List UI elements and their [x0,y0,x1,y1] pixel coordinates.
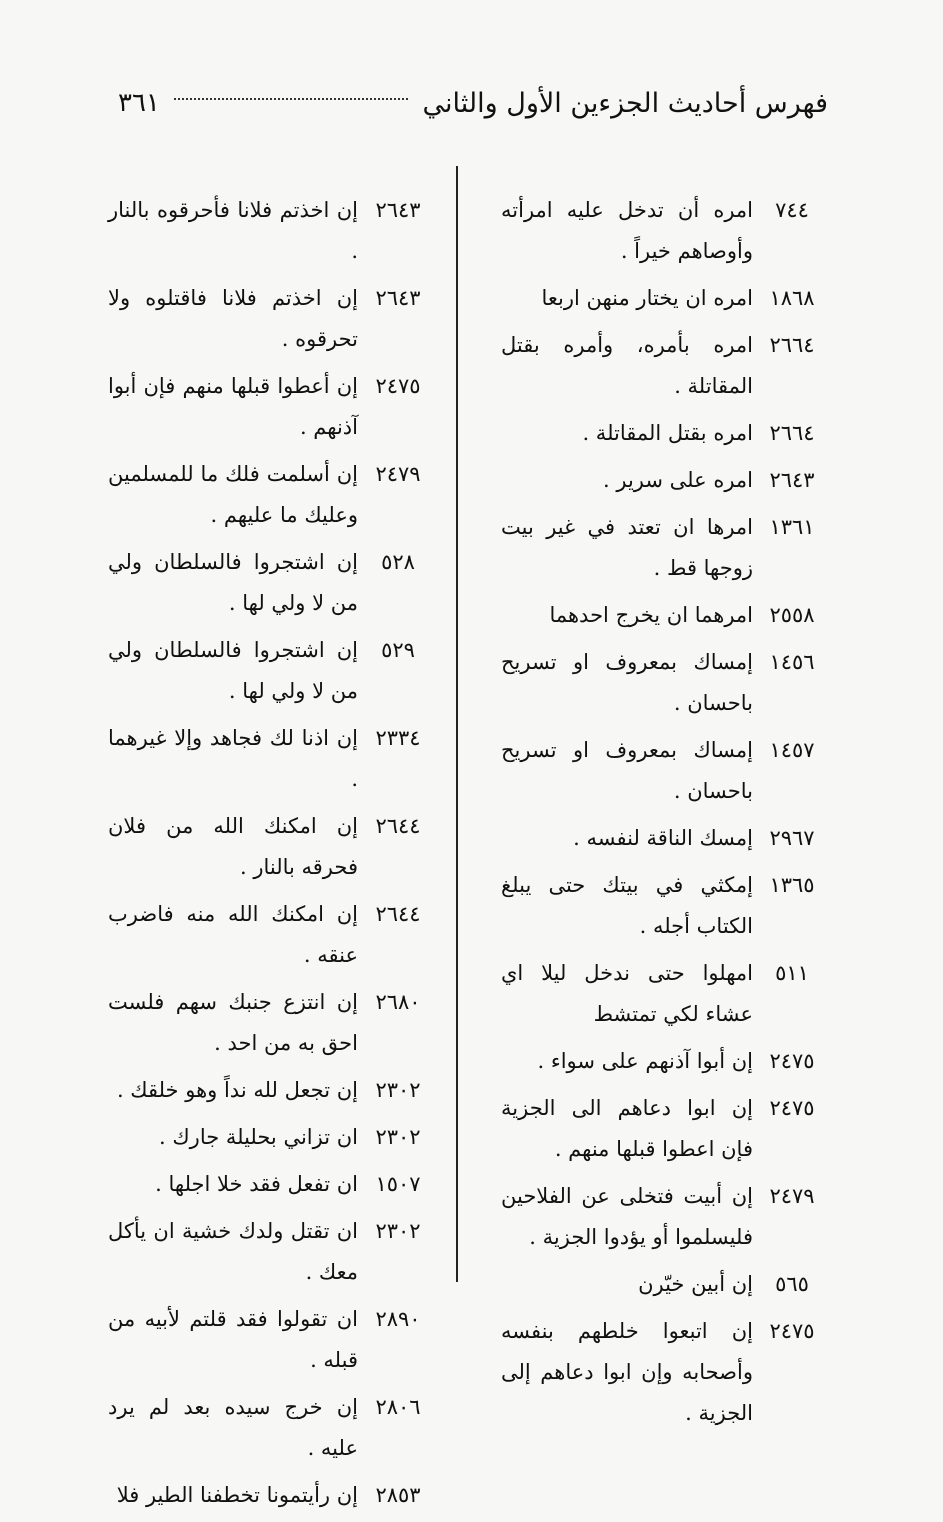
hadith-number: ١٤٥٦ [769,650,815,674]
index-entry [108,1475,438,1516]
index-entry [108,366,438,448]
hadith-text: إن امكنك الله منه فاضرب عنقه . [108,902,358,967]
hadith-number: ٢٣٠٢ [375,1078,421,1102]
right-column [501,190,831,1440]
index-entry [108,894,438,976]
hadith-text: إن امكنك الله من فلان فحرقه بالنار . [108,814,358,879]
hadith-text: إن أعطوا قبلها منهم فإن أبوا آذنهم . [108,374,358,439]
index-entry [501,278,831,319]
hadith-text: إن رأيتمونا تخطفنا الطير فلا [116,1483,358,1507]
page-number: ٣٦١ [118,88,160,118]
hadith-text: امره ان يختار منهن اربعا [541,286,753,310]
index-entry [501,507,831,589]
index-entry [501,190,831,272]
hadith-text: ان تقولوا فقد قلتم لأبيه من قبله . [108,1307,358,1372]
hadith-number: ٢٤٧٥ [375,374,421,398]
hadith-number: ٢٥٥٨ [769,603,815,627]
hadith-text: امره على سرير . [603,468,753,492]
index-entry [108,454,438,536]
hadith-text: إن أبيت فتخلى عن الفلاحين فليسلموا أو يؤدوا الجزية . [501,1184,753,1249]
hadith-number: ٢٤٧٩ [769,1184,815,1208]
index-entry [108,1299,438,1381]
hadith-number: ٢٤٧٥ [769,1319,815,1343]
hadith-number: ١٣٦٥ [769,873,815,897]
hadith-text: إن تجعل لله نداً وهو خلقك . [116,1078,358,1102]
running-title: فهرس أحاديث الجزءين الأول والثاني [422,87,828,119]
index-entry [108,630,438,712]
hadith-number: ٢٦٨٠ [375,990,421,1014]
index-entry [108,1387,438,1469]
hadith-text: إن أبوا آذنهم على سواء . [537,1049,753,1073]
hadith-number: ٢٦٤٣ [769,468,815,492]
left-column [108,190,438,1522]
index-entry [501,642,831,724]
index-entry [108,982,438,1064]
index-entry [501,325,831,407]
hadith-number: ٢٦٤٤ [375,902,421,926]
hadith-text: امره بأمره، وأمره بقتل المقاتلة . [501,333,753,398]
index-entry [501,1041,831,1082]
hadith-text: إمساك بمعروف او تسريح باحسان . [501,738,753,803]
hadith-text: ان تفعل فقد خلا اجلها . [155,1172,358,1196]
hadith-text: إن اتبعوا خلطهم بنفسه وأصحابه وإن ابوا دعاهم إلى الجزية . [501,1319,753,1425]
index-entry [501,413,831,454]
hadith-text: إمساك بمعروف او تسريح باحسان . [501,650,753,715]
hadith-number: ١٤٥٧ [769,738,815,762]
hadith-text: امرهما ان يخرج احدهما [549,603,753,627]
index-entry [108,190,438,272]
index-entry [501,1311,831,1434]
hadith-number: ٢٦٤٣ [375,286,421,310]
hadith-text: ان تزاني بحليلة جارك . [159,1125,358,1149]
index-entry [108,718,438,800]
hadith-number: ٥٢٨ [381,550,415,574]
index-entry [501,460,831,501]
hadith-number: ٥٦٥ [775,1272,809,1296]
hadith-text: إن انتزع جنبك سهم فلست احق به من احد . [108,990,358,1055]
hadith-number: ٥٢٩ [381,638,415,662]
hadith-number: ٢٦٤٤ [375,814,421,838]
hadith-number: ٢٣٠٢ [375,1219,421,1243]
hadith-number: ٢٣٣٤ [375,726,421,750]
hadith-number: ٢٦٦٤ [769,421,815,445]
hadith-text: إن اخذتم فلانا فأحرقوه بالنار . [108,198,358,263]
hadith-text: امره أن تدخل عليه امرأته وأوصاهم خيراً . [501,198,753,263]
hadith-number: ١٨٦٨ [769,286,815,310]
index-entry [108,806,438,888]
hadith-number: ٢٤٧٥ [769,1049,815,1073]
hadith-text: إن اذنا لك فجاهد وإلا غيرهما . [108,726,358,791]
index-entry [108,278,438,360]
hadith-text: إن ابوا دعاهم الى الجزية فإن اعطوا قبلها منهم . [501,1096,753,1161]
index-entry [108,1117,438,1158]
hadith-number: ١٥٠٧ [375,1172,421,1196]
hadith-number: ٢٦٦٤ [769,333,815,357]
index-entry [108,1070,438,1111]
index-entry [501,865,831,947]
hadith-text: إن اشتجروا فالسلطان ولي من لا ولي لها . [108,638,358,703]
index-entry [501,1264,831,1305]
hadith-number: ٢٨٠٦ [375,1395,421,1419]
hadith-number: ٢٤٧٥ [769,1096,815,1120]
hadith-number: ٢٤٧٩ [375,462,421,486]
hadith-number: ٥١١ [775,961,809,985]
hadith-text: إمكثي في بيتك حتى يبلغ الكتاب أجله . [501,873,753,938]
hadith-text: امره بقتل المقاتلة . [582,421,753,445]
index-entry [108,1211,438,1293]
index-entry [501,1176,831,1258]
index-entry [501,595,831,636]
hadith-text: إن اشتجروا فالسلطان ولي من لا ولي لها . [108,550,358,615]
hadith-text: ان تقتل ولدك خشية ان يأكل معك . [108,1219,358,1284]
hadith-number: ٢٨٩٠ [375,1307,421,1331]
hadith-number: ١٣٦١ [769,515,815,539]
hadith-text: إن أسلمت فلك ما للمسلمين وعليك ما عليهم . [108,462,358,527]
hadith-text: إن اخذتم فلانا فاقتلوه ولا تحرقوه . [108,286,358,351]
hadith-number: ٢٦٤٣ [375,198,421,222]
index-entry [501,1088,831,1170]
hadith-text: امرها ان تعتد في غير بيت زوجها قط . [501,515,753,580]
index-entry [501,953,831,1035]
hadith-text: إن خرج سيده بعد لم يرد عليه . [108,1395,358,1460]
hadith-number: ٢٨٥٣ [375,1483,421,1507]
column-divider [456,166,458,1282]
leader-dots [174,98,409,100]
hadith-text: إمسك الناقة لنفسه . [573,826,753,850]
hadith-text: إن أبين خيّرن [638,1272,753,1296]
hadith-text: امهلوا حتى ندخل ليلا اي عشاء لكي تمتشط [501,961,753,1026]
page-header [118,78,828,128]
index-entry [108,542,438,624]
hadith-number: ٢٣٠٢ [375,1125,421,1149]
index-entry [108,1164,438,1205]
hadith-number: ٧٤٤ [775,198,809,222]
hadith-number: ٢٩٦٧ [769,826,815,850]
index-entry [501,730,831,812]
index-entry [501,818,831,859]
